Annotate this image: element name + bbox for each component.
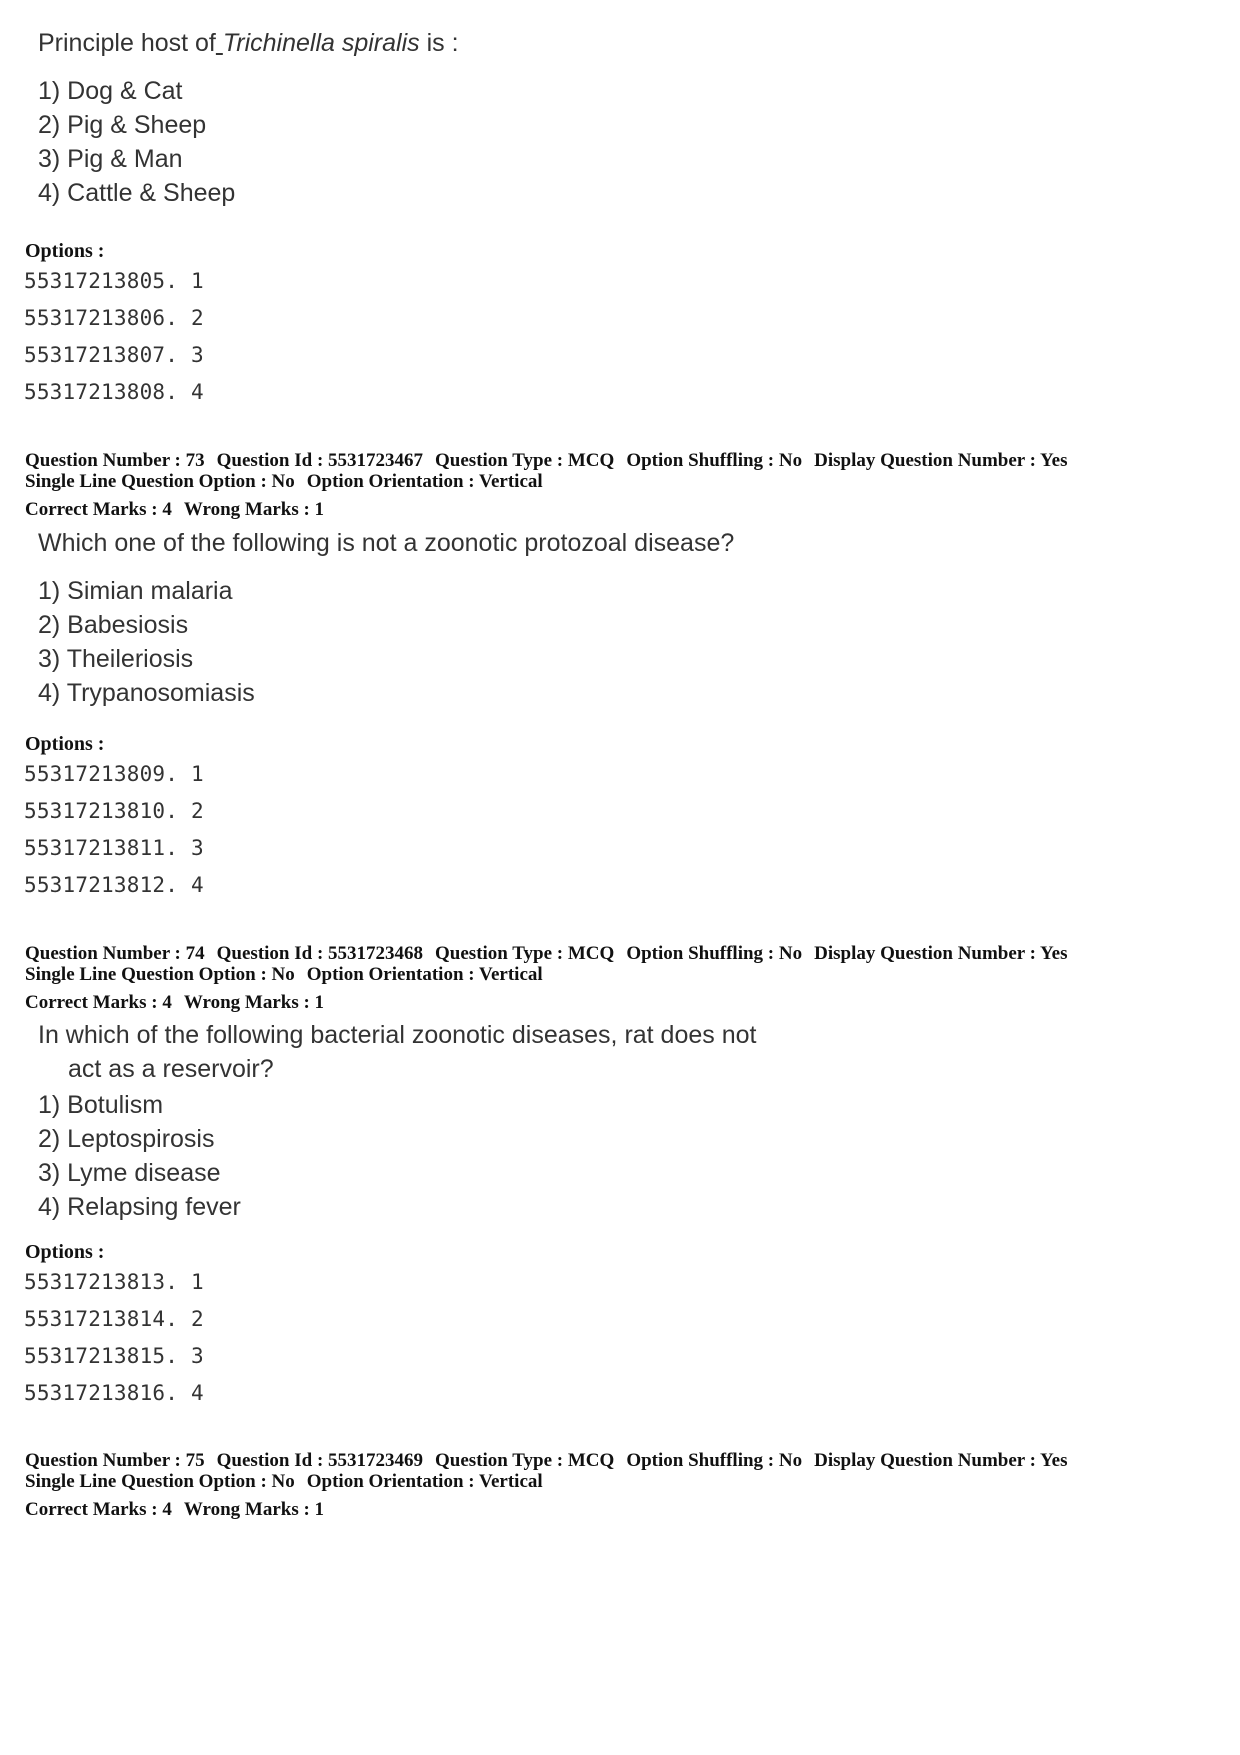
question-73-text: Which one of the following is not a zoonotic protozoal disease? — [38, 529, 735, 557]
question-73-image — [38, 526, 734, 710]
option-row: 55317213806. 2 — [24, 306, 204, 330]
choice: 2) Babesiosis — [38, 611, 189, 639]
meta-line-1 — [25, 943, 1079, 964]
meta-line-2 — [25, 964, 1079, 985]
question-72-choices — [38, 74, 459, 210]
question-73-meta — [25, 450, 1079, 492]
wrong-marks: Wrong Marks : 1 — [183, 992, 325, 1013]
option-row: 55317213810. 2 — [24, 799, 204, 823]
meta-field: Question Type : MCQ — [435, 943, 615, 964]
meta-line-2 — [25, 471, 1079, 492]
option-row: 55317213812. 4 — [24, 873, 204, 897]
question-74-text-line-2: act as a reservoir? — [68, 1055, 274, 1083]
options-label: Options : — [25, 240, 105, 262]
choice: 2) Leptospirosis — [38, 1125, 215, 1153]
choice: 3) Theileriosis — [38, 645, 194, 673]
question-72-prefix: Principle host of — [38, 29, 216, 57]
choice: 3) Pig & Man — [38, 145, 183, 173]
meta-field: Display Question Number : Yes — [814, 450, 1068, 471]
meta-line-2 — [25, 1471, 1079, 1492]
meta-field: Question Number : 75 — [25, 1450, 205, 1471]
choice: 1) Dog & Cat — [38, 77, 183, 105]
meta-field: Question Id : 5531723467 — [216, 450, 424, 471]
meta-field: Question Id : 5531723469 — [216, 1450, 424, 1471]
meta-field: Single Line Question Option : No — [25, 964, 295, 985]
choice: 1) Simian malaria — [38, 577, 233, 605]
choice: 4) Relapsing fever — [38, 1193, 241, 1221]
option-row: 55317213816. 4 — [24, 1381, 204, 1405]
option-row: 55317213811. 3 — [24, 836, 204, 860]
meta-field: Question Number : 74 — [25, 943, 205, 964]
question-74-marks — [25, 992, 336, 1014]
meta-field: Single Line Question Option : No — [25, 471, 295, 492]
option-row: 55317213815. 3 — [24, 1344, 204, 1368]
question-74-choices — [38, 1088, 756, 1224]
question-72-text — [38, 26, 459, 60]
meta-field: Option Shuffling : No — [626, 1450, 803, 1471]
question-72-italic: Trichinella spiralis — [222, 29, 420, 57]
question-73-options — [24, 756, 204, 904]
meta-field: Question Type : MCQ — [435, 1450, 615, 1471]
choice: 4) Trypanosomiasis — [38, 679, 255, 707]
question-75-meta — [25, 1450, 1079, 1492]
question-74-meta — [25, 943, 1079, 985]
meta-field: Display Question Number : Yes — [814, 1450, 1068, 1471]
meta-field: Option Orientation : Vertical — [306, 471, 543, 492]
meta-field: Option Shuffling : No — [626, 943, 803, 964]
choice: 3) Lyme disease — [38, 1159, 221, 1187]
meta-field: Question Type : MCQ — [435, 450, 615, 471]
option-row: 55317213808. 4 — [24, 380, 204, 404]
question-72-suffix: is : — [419, 29, 459, 57]
question-74-options — [24, 1264, 204, 1412]
choice: 2) Pig & Sheep — [38, 111, 207, 139]
option-row: 55317213809. 1 — [24, 762, 204, 786]
options-label: Options : — [25, 1241, 105, 1263]
correct-marks: Correct Marks : 4 — [25, 1499, 172, 1520]
option-row: 55317213805. 1 — [24, 269, 204, 293]
choice: 4) Cattle & Sheep — [38, 179, 236, 207]
wrong-marks: Wrong Marks : 1 — [183, 499, 325, 520]
meta-line-1 — [25, 1450, 1079, 1471]
meta-field: Option Orientation : Vertical — [306, 1471, 543, 1492]
correct-marks: Correct Marks : 4 — [25, 992, 172, 1013]
meta-field: Question Number : 73 — [25, 450, 205, 471]
meta-field: Option Orientation : Vertical — [306, 964, 543, 985]
meta-field: Single Line Question Option : No — [25, 1471, 295, 1492]
option-row: 55317213807. 3 — [24, 343, 204, 367]
meta-field: Question Id : 5531723468 — [216, 943, 424, 964]
meta-field: Option Shuffling : No — [626, 450, 803, 471]
question-74-image — [38, 1018, 756, 1224]
question-72-options — [24, 263, 204, 411]
question-73-marks — [25, 499, 336, 521]
option-row: 55317213814. 2 — [24, 1307, 204, 1331]
meta-field: Display Question Number : Yes — [814, 943, 1068, 964]
question-74-text-line-1: In which of the following bacterial zoonotic diseases, rat does not — [38, 1021, 757, 1049]
option-row: 55317213813. 1 — [24, 1270, 204, 1294]
choice: 1) Botulism — [38, 1091, 164, 1119]
wrong-marks: Wrong Marks : 1 — [183, 1499, 325, 1520]
meta-line-1 — [25, 450, 1079, 471]
question-73-choices — [38, 574, 734, 710]
correct-marks: Correct Marks : 4 — [25, 499, 172, 520]
question-75-marks — [25, 1499, 336, 1521]
question-72-image — [38, 26, 459, 210]
options-label: Options : — [25, 733, 105, 755]
